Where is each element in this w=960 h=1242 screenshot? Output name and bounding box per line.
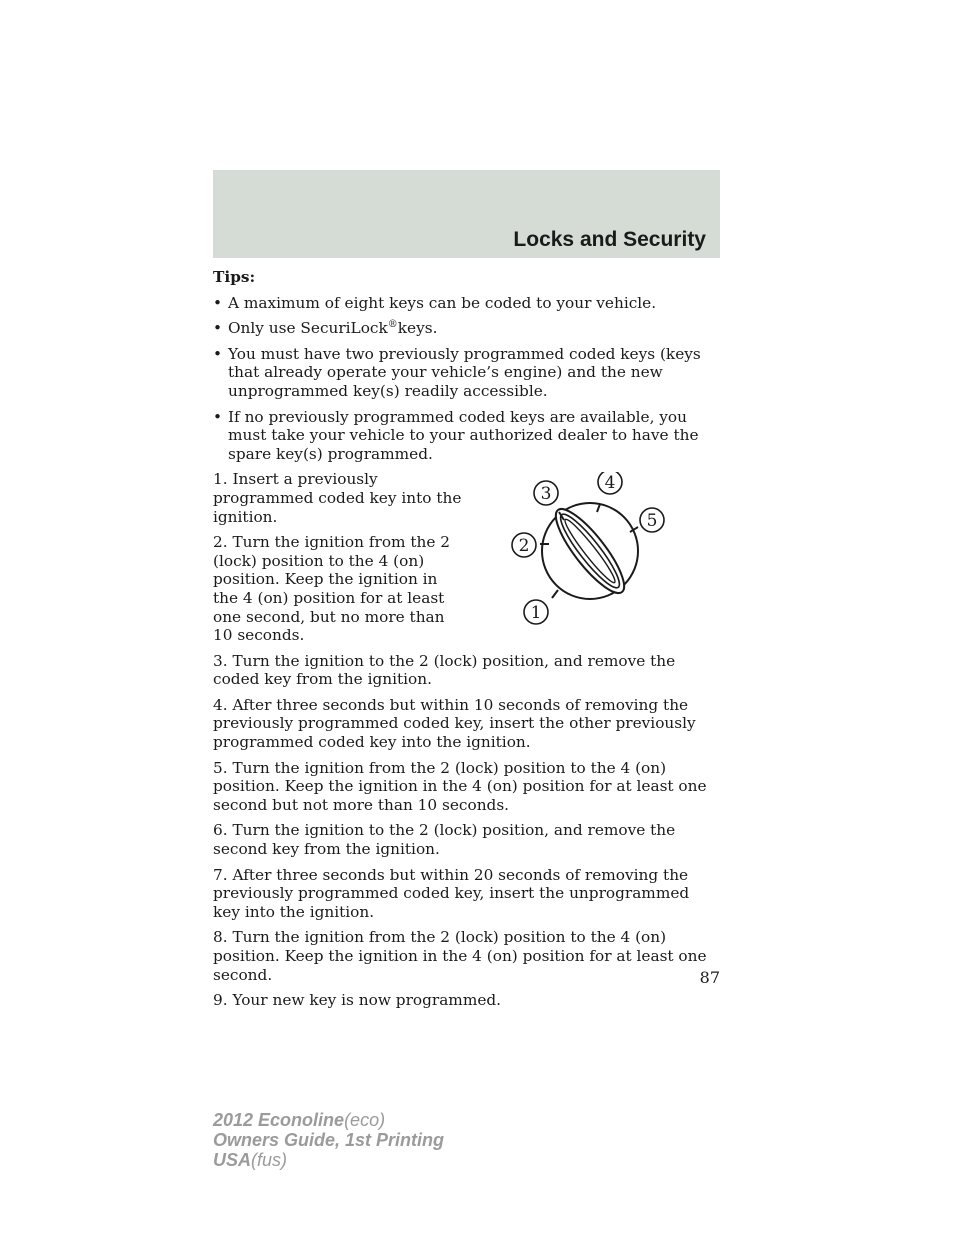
ignition-switch-icon (490, 472, 720, 632)
tips-heading: Tips: (213, 268, 256, 286)
step-4: 4. After three seconds but within 10 seconds of removing the previously programmed coded key, insert the other previously programmed coded key into the ignition. (213, 695, 696, 752)
step-1: 1. Insert a previously programmed coded key into the ignition. (213, 470, 462, 526)
step-9: 9. Your new key is now programmed. (213, 991, 502, 1010)
position-label-2: 2 (518, 536, 530, 557)
list-item: • A maximum of eight keys can be coded to your vehicle. (213, 293, 657, 312)
bullet-icon: • (213, 293, 223, 312)
section-header (213, 170, 720, 258)
step-8: 8. Turn the ignition from the 2 (lock) position to the 4 (on) position. Keep the ignition in the 4 (on) position for at least one second. (213, 928, 707, 984)
list-item: • You must have two previously programmed coded keys (keys that already operate your vehicle’s engine) and the new unprogrammed key(s) readily accessible. (213, 344, 701, 400)
list-item: • If no previously programmed coded keys are available, you must take your vehicle to your authorized dealer to have the spare key(s) programmed. (213, 407, 699, 463)
footer (213, 1110, 444, 1170)
ignition-diagram (490, 472, 720, 632)
page-number: 87 (699, 968, 720, 987)
footer-line-1: 2012 Econoline(eco) (213, 1110, 386, 1130)
bullet-icon: • (213, 344, 223, 363)
page-content (213, 268, 720, 1017)
step-2: 2. Turn the ignition from the 2 (lock) position to the 4 (on) position. Keep the ignition in the 4 (on) position for at least one second, but no more than 10 seconds. (213, 533, 451, 645)
step-3: 3. Turn the ignition to the 2 (lock) position, and remove the coded key from the ignition. (213, 651, 676, 689)
position-label-3: 3 (540, 484, 552, 505)
section-title: Locks and Security (513, 228, 706, 251)
tips-list (213, 294, 720, 464)
step-6: 6. Turn the ignition to the 2 (lock) position, and remove the second key from the ignition. (213, 821, 676, 859)
registered-mark: ® (387, 319, 398, 331)
position-label-1: 1 (530, 603, 542, 624)
list-item: • Only use SecuriLock®keys. (213, 319, 438, 338)
position-label-5: 5 (646, 511, 658, 532)
step-5: 5. Turn the ignition from the 2 (lock) position to the 4 (on) position. Keep the ignition in the 4 (on) position for at least one second but not more than 10 seconds. (213, 758, 707, 814)
position-label-4: 4 (604, 473, 616, 494)
footer-line-3: USA(fus) (213, 1150, 288, 1170)
footer-line-2: Owners Guide, 1st Printing (213, 1130, 445, 1150)
bullet-icon: • (213, 319, 223, 338)
step-7: 7. After three seconds but within 20 seconds of removing the previously programmed coded key, insert the unprogrammed key into the ignition. (213, 865, 690, 921)
bullet-icon: • (213, 407, 223, 426)
